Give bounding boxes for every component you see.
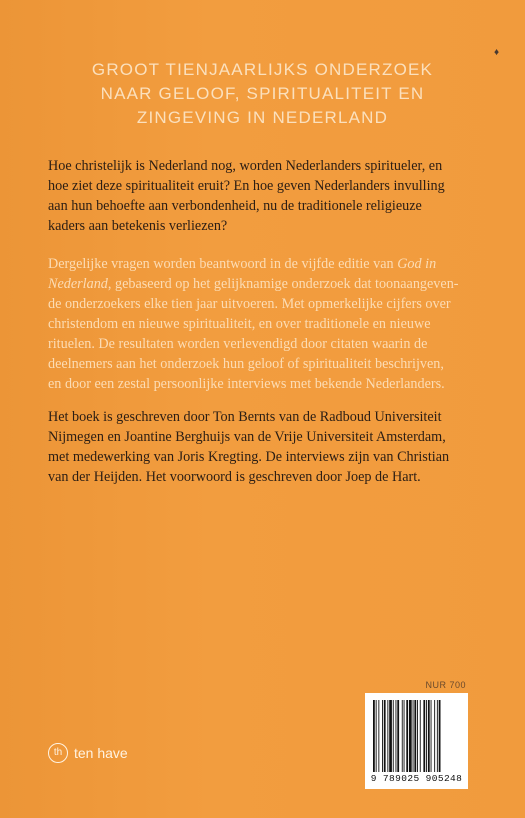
publisher-logo xyxy=(48,743,128,763)
body-paragraph xyxy=(48,254,488,394)
intro-line: aan hun behoefte aan verbondenheid, nu de traditionele religieuze xyxy=(48,198,422,214)
book-title: Nederland xyxy=(48,276,108,292)
body-line xyxy=(48,254,488,274)
heading-line: GROOT TIENJAARLIJKS ONDERZOEK xyxy=(91,60,434,79)
heading-line: ZINGEVING IN NEDERLAND xyxy=(136,108,389,127)
authors-line: met medewerking van Joris Kregting. De interviews zijn van Christian xyxy=(48,449,450,465)
body-line: deelnemers aan het onderzoek hun geloof of spiritualiteit beschrijven, xyxy=(48,356,444,372)
body-line xyxy=(48,274,488,294)
body-line: en door een zestal persoonlijke interviews met bekende Nederlanders. xyxy=(48,376,445,392)
barcode-bars-icon xyxy=(373,700,460,772)
intro-line: kaders aan betekenis verliezen? xyxy=(48,218,228,234)
authors-line: Het boek is geschreven door Ton Bernts van de Radboud Universiteit xyxy=(48,409,442,425)
body-text: Dergelijke vragen worden beantwoord in de vijfde editie van xyxy=(48,256,398,272)
book-title: God in xyxy=(397,256,437,272)
publisher-name: ten have xyxy=(74,745,128,761)
intro-line: hoe ziet deze spiritualiteit eruit? En hoe geven Nederlanders invulling xyxy=(48,178,445,194)
body-text: , gebaseerd op het gelijknamige onderzoek dat toonaangeven- xyxy=(107,276,459,292)
intro-paragraph xyxy=(48,156,488,236)
body-line: de onderzoekers elke tien jaar uitvoeren. Met opmerkelijke cijfers over xyxy=(48,296,451,312)
authors-paragraph xyxy=(48,407,488,487)
barcode xyxy=(365,693,468,789)
nur-code: NUR 700 xyxy=(425,680,466,690)
body-line: christendom en nieuwe spiritualiteit, en over traditionele en nieuwe xyxy=(48,316,431,332)
publisher-monogram-icon: th xyxy=(48,743,68,763)
body-line: rituelen. De resultaten worden verlevendigd door citaten waarin de xyxy=(48,336,428,352)
authors-line: van der Heijden. Het voorwoord is geschreven door Joep de Hart. xyxy=(48,469,421,485)
authors-line: Nijmegen en Joantine Berghuijs van de Vrije Universiteit Amsterdam, xyxy=(48,429,446,445)
isbn-number: 9 789025 905248 xyxy=(370,773,463,784)
cover-heading xyxy=(0,58,525,130)
heading-line: NAAR GELOOF, SPIRITUALITEIT EN xyxy=(100,84,425,103)
corner-mark-icon: ♦ xyxy=(494,47,500,58)
intro-line: Hoe christelijk is Nederland nog, worden Nederlanders spiritueler, en xyxy=(48,158,443,174)
